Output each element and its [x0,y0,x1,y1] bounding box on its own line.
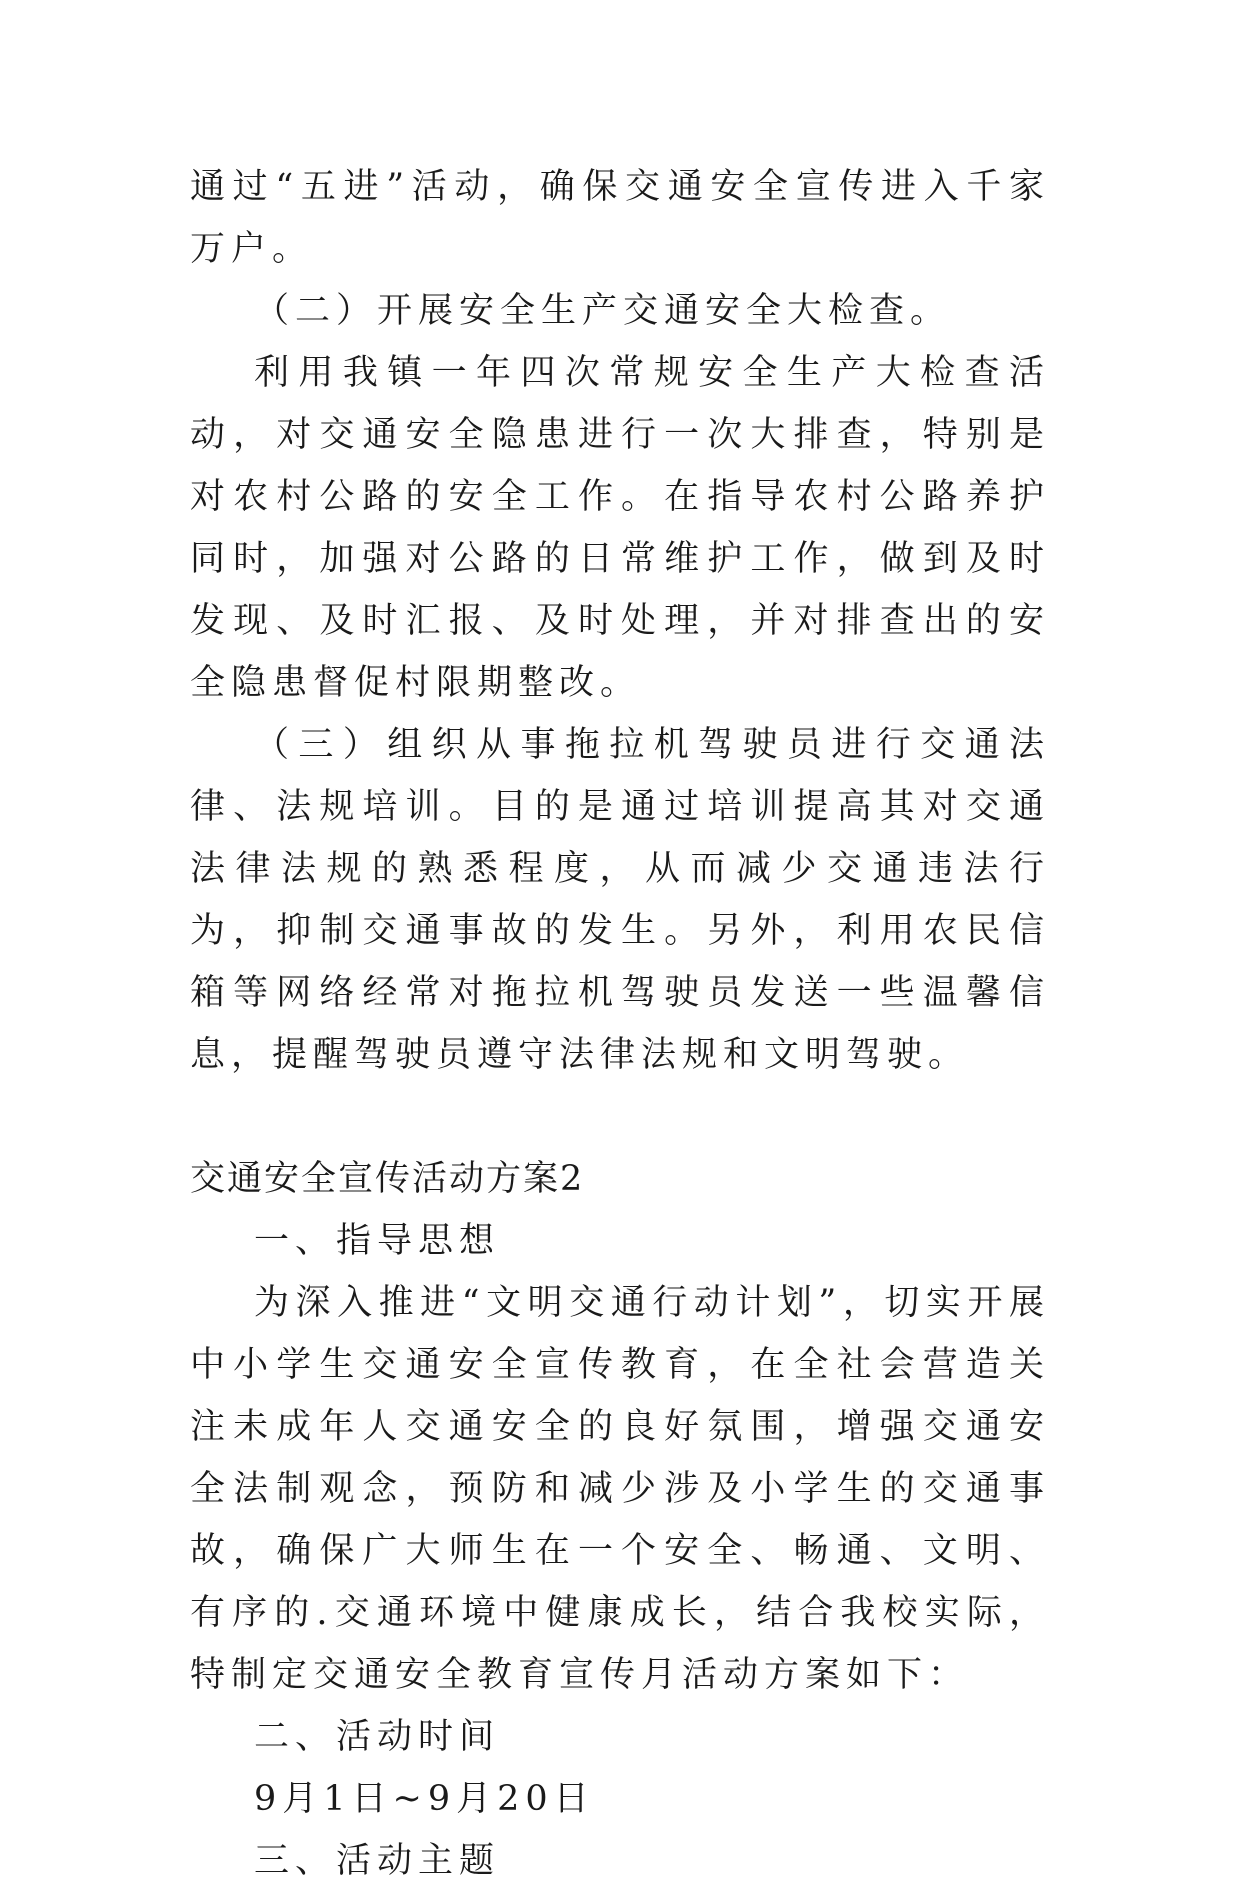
heading-activity-time: 二、活动时间 [254,1717,501,1757]
heading-guiding-idea: 一、指导思想 [254,1221,501,1261]
heading-safety-inspection: （二）开展安全生产交通安全大检查。 [254,291,952,331]
activity-date-range: 9月1日~9月20日 [254,1779,595,1819]
paragraph-guiding-idea: 为深入推进“文明交通行动计划”，切实开展中小学生交通安全宣传教育，在全社会营造关注未成年人交通安全的良好氛围，增强交通安全法制观念，预防和减少涉及小学生的交通事故，确保广大师生在一个安全、畅通、文明、有序的.交通环境中健康成长，结合我校实际，特制定交通安全教育宣传月活动方案如下： [190,1283,1050,1695]
paragraph-wujin: 通过“五进”活动，确保交通安全宣传进入千家万户。 [190,167,1050,269]
paragraph-tractor-training: （三）组织从事拖拉机驾驶员进行交通法律、法规培训。目的是通过培训提高其对交通法律法规的熟悉程度，从而减少交通违法行为，抑制交通事故的发生。另外，利用农民信箱等网络经常对拖拉机驾驶员发送一些温馨信息，提醒驾驶员遵守法律法规和文明驾驶。 [190,725,1050,1075]
paragraph-inspection: 利用我镇一年四次常规安全生产大检查活动，对交通安全隐患进行一次大排查，特别是对农村公路的安全工作。在指导农村公路养护同时，加强对公路的日常维护工作，做到及时发现、及时汇报、及时处理，并对排查出的安全隐患督促村限期整改。 [190,353,1050,703]
document-body [190,156,1050,1892]
heading-activity-theme: 三、活动主题 [254,1841,501,1881]
section-title: 交通安全宣传活动方案2 [190,1159,585,1199]
